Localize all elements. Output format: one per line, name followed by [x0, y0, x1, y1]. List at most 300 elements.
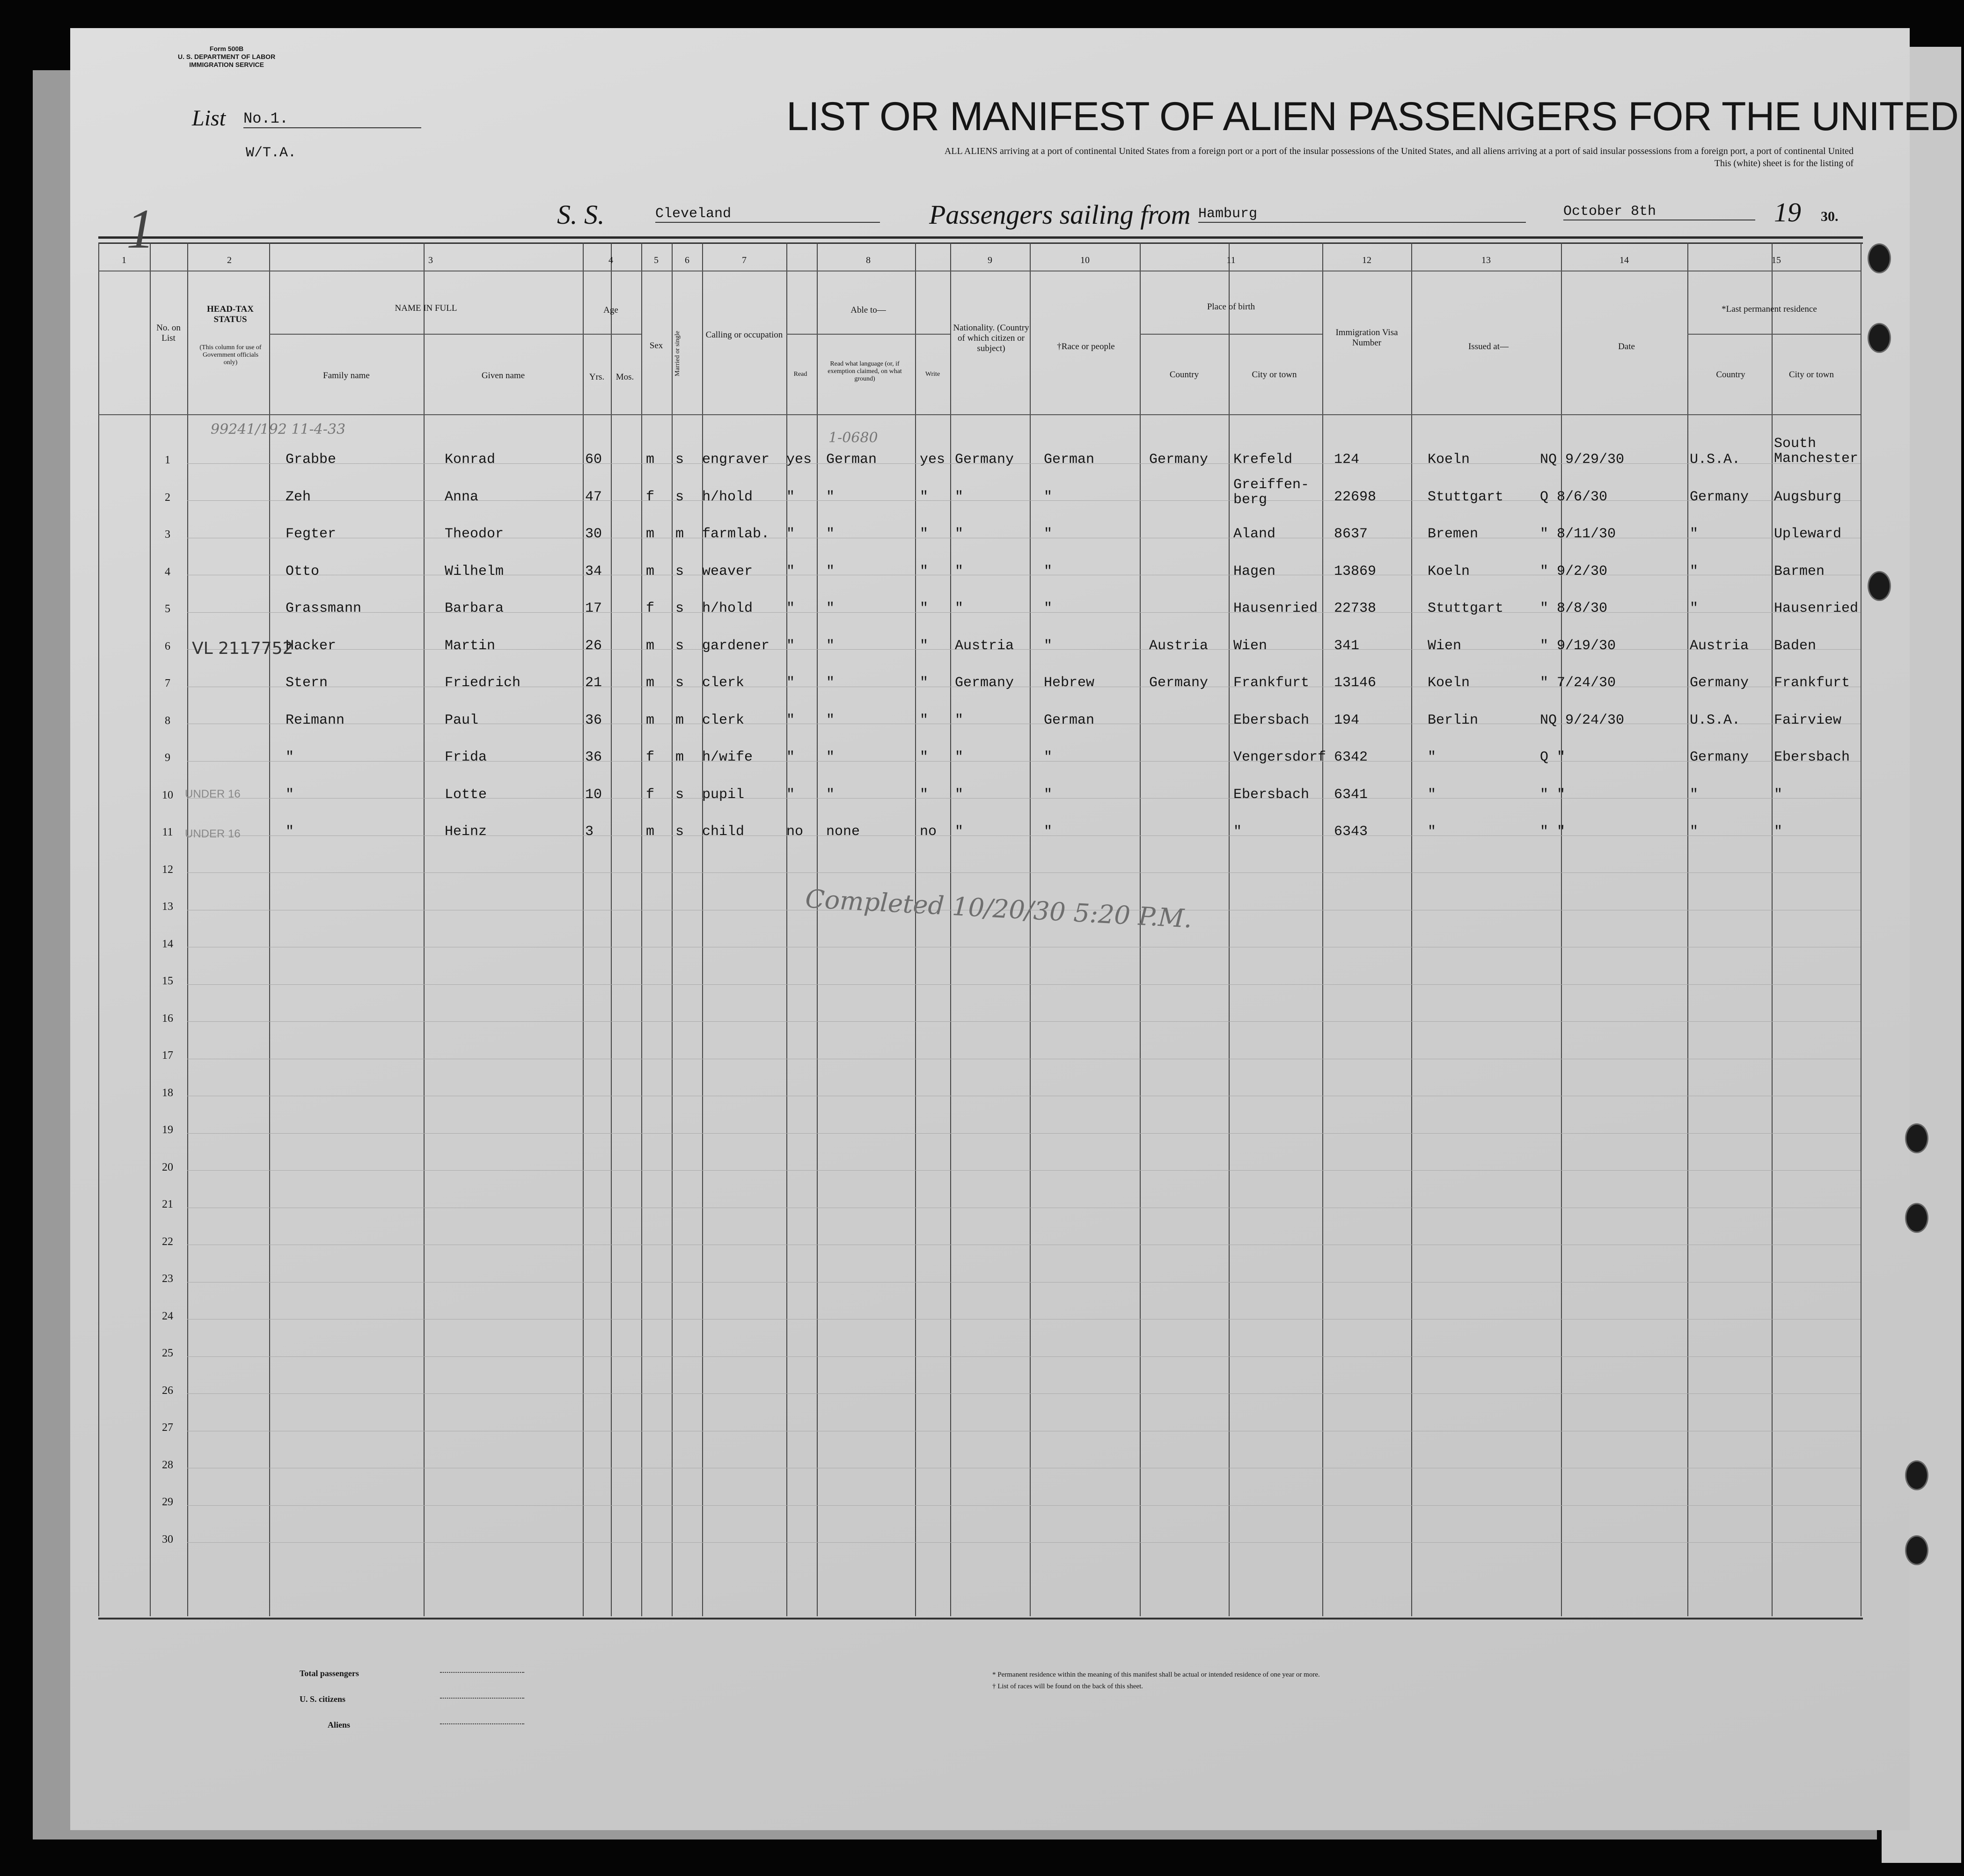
row-number: 5 — [165, 603, 170, 615]
visa-date-cell: " 8/8/30 — [1540, 601, 1608, 616]
header-nationality: Nationality. (Country of which citizen or subject) — [953, 323, 1029, 353]
completed-annotation: Completed 10/20/30 5:20 P.M. — [804, 884, 1193, 934]
list-number: No.1. — [243, 110, 421, 128]
family-name-cell: Reimann — [286, 712, 345, 728]
header-issued-at: Issued at— — [1468, 342, 1509, 352]
visa-number-cell: 124 — [1334, 452, 1360, 468]
nationality-cell: " — [955, 563, 964, 579]
row-divider — [187, 835, 1861, 836]
marital-status-cell: m — [675, 526, 684, 542]
residence-country-cell: " — [1690, 786, 1699, 803]
column-number: 1 — [122, 255, 126, 265]
age-cell: 34 — [585, 563, 602, 579]
column-divider — [817, 242, 818, 1616]
row-number: 26 — [162, 1384, 173, 1397]
row-number: 13 — [162, 901, 173, 913]
residence-city-cell: Barmen — [1774, 563, 1825, 579]
birth-city-cell: Ebersbach — [1233, 786, 1310, 803]
issued-at-cell: " — [1428, 824, 1436, 840]
birth-city-cell: Hagen — [1233, 563, 1276, 579]
row-divider — [187, 1021, 1861, 1022]
given-name-cell: Heinz — [445, 824, 487, 840]
header-divider — [269, 334, 583, 335]
row-divider — [187, 872, 1861, 873]
birth-city-cell: Aland — [1233, 526, 1276, 542]
issued-at-cell: Wien — [1428, 638, 1462, 654]
header-occupation: Calling or occupation — [705, 330, 783, 340]
sex-cell: f — [646, 749, 655, 765]
language-cell: " — [826, 675, 835, 691]
occupation-cell: gardener — [702, 638, 770, 654]
race-cell: " — [1044, 489, 1053, 505]
form-number: Form 500B — [209, 45, 244, 52]
language-cell: " — [826, 749, 835, 765]
row-number: 28 — [162, 1458, 173, 1471]
column-number: 12 — [1362, 255, 1371, 265]
residence-city-cell: Frankfurt — [1774, 675, 1850, 691]
header-age-years: Yrs. — [589, 372, 605, 382]
under-16-note: UNDER 16 — [185, 828, 241, 840]
sex-cell: m — [646, 712, 655, 728]
family-name-cell: Zeh — [286, 489, 311, 505]
header-read-language: Read what language (or, if exemption claimed, on what ground) — [828, 360, 902, 382]
row-divider — [187, 761, 1861, 762]
total-passengers-field — [440, 1672, 524, 1673]
visa-number-cell: 6341 — [1334, 786, 1368, 803]
family-name-cell: Hacker — [286, 638, 337, 654]
header-res-country: Country — [1716, 370, 1745, 380]
header-name-in-full: NAME IN FULL — [395, 303, 457, 313]
sex-cell: m — [646, 824, 655, 840]
sailing-date: October 8th — [1563, 204, 1755, 220]
us-citizens-label: U. S. citizens — [300, 1694, 345, 1704]
header-head-tax-note: (This column for use of Government officials only) — [199, 344, 262, 366]
residence-city-cell: Augsburg — [1774, 489, 1842, 505]
column-divider — [583, 242, 584, 1616]
department-name: U. S. DEPARTMENT OF LABOR — [178, 53, 276, 60]
visa-number-cell: 13146 — [1334, 675, 1377, 691]
sex-cell: m — [646, 675, 655, 691]
race-cell: " — [1044, 526, 1053, 542]
family-name-cell: " — [286, 749, 294, 765]
nationality-cell: " — [955, 712, 964, 728]
header-able-to: Able to— — [850, 305, 886, 315]
column-divider — [641, 242, 642, 1616]
visa-date-cell: " " — [1540, 786, 1566, 803]
column-number: 14 — [1620, 255, 1629, 265]
header-age-months: Mos. — [616, 372, 634, 382]
header-sex: Sex — [649, 341, 663, 351]
language-cell: " — [826, 712, 835, 728]
row-number: 14 — [162, 938, 173, 950]
header-divider — [1687, 334, 1861, 335]
issued-at-cell: Berlin — [1428, 712, 1479, 728]
header-rule — [98, 236, 1863, 239]
issued-at-cell: " — [1428, 749, 1436, 765]
residence-city-cell: " — [1774, 786, 1783, 803]
nationality-cell: " — [955, 824, 964, 840]
visa-number-cell: 194 — [1334, 712, 1360, 728]
row-divider — [187, 1542, 1861, 1543]
language-cell: " — [826, 526, 835, 542]
occupation-cell: farmlab. — [702, 526, 770, 542]
header-divider — [98, 414, 1861, 415]
column-number: 2 — [227, 255, 232, 265]
row-number: 9 — [165, 752, 170, 764]
given-name-cell: Wilhelm — [445, 563, 504, 579]
row-number: 27 — [162, 1422, 173, 1434]
visa-date-cell: NQ 9/24/30 — [1540, 712, 1625, 728]
age-cell: 47 — [585, 489, 602, 505]
language-cell: " — [826, 601, 835, 616]
row-number: 16 — [162, 1012, 173, 1025]
visa-date-cell: " 8/11/30 — [1540, 526, 1616, 542]
write-cell: " — [920, 749, 929, 765]
header-married: Married or single — [674, 330, 681, 376]
row-number: 19 — [162, 1124, 173, 1136]
corner-mark-icon: 1 — [126, 198, 154, 260]
column-number: 11 — [1226, 255, 1236, 265]
column-divider — [1229, 242, 1230, 1616]
aliens-field — [440, 1723, 524, 1724]
column-divider — [1322, 242, 1323, 1616]
race-cell: " — [1044, 638, 1053, 654]
visa-number-cell: 8637 — [1334, 526, 1368, 542]
write-cell: " — [920, 526, 929, 542]
residence-city-cell: Fairview — [1774, 712, 1842, 728]
given-name-cell: Barbara — [445, 601, 504, 616]
header-given-name: Given name — [481, 371, 525, 381]
column-number: 6 — [685, 255, 689, 265]
row-number: 2 — [165, 491, 170, 504]
residence-city-cell: " — [1774, 824, 1783, 840]
column-number: 5 — [654, 255, 659, 265]
age-cell: 30 — [585, 526, 602, 542]
race-cell: German — [1044, 452, 1095, 468]
family-name-cell: " — [286, 824, 294, 840]
residence-country-cell: U.S.A. — [1690, 712, 1741, 728]
row-number: 21 — [162, 1198, 173, 1210]
form-identifier — [178, 45, 275, 69]
occupation-cell: h/wife — [702, 749, 753, 765]
marital-status-cell: s — [675, 675, 684, 691]
binding-hole-icon — [1905, 1535, 1928, 1565]
total-passengers-label: Total passengers — [300, 1669, 359, 1678]
sex-cell: f — [646, 601, 655, 616]
language-cell: " — [826, 638, 835, 654]
wta-mark: W/T.A. — [246, 145, 297, 161]
header-race: †Race or people — [1057, 342, 1115, 352]
birth-country-cell: Austria — [1149, 638, 1209, 654]
visa-date-cell: Q 8/6/30 — [1540, 489, 1608, 505]
language-cell: German — [826, 452, 877, 468]
given-name-cell: Frida — [445, 749, 487, 765]
read-column-note: 1-0680 — [828, 430, 878, 446]
issued-at-cell: Stuttgart — [1428, 489, 1504, 505]
given-name-cell: Anna — [445, 489, 479, 505]
visa-number-cell: 22738 — [1334, 601, 1377, 616]
header-birth-city: City or town — [1252, 370, 1297, 380]
under-16-note: UNDER 16 — [185, 788, 241, 800]
write-cell: " — [920, 675, 929, 691]
age-cell: 21 — [585, 675, 602, 691]
header-no-on-list: No. on List — [156, 323, 181, 343]
sex-cell: f — [646, 489, 655, 505]
residence-city-cell: Upleward — [1774, 526, 1842, 542]
birth-city-cell: Krefeld — [1233, 452, 1293, 468]
residence-country-cell: Austria — [1690, 638, 1749, 654]
read-cell: " — [786, 675, 795, 691]
write-cell: " — [920, 489, 929, 505]
visa-date-cell: " " — [1540, 824, 1566, 840]
header-birth-country: Country — [1169, 370, 1199, 380]
residence-country-cell: " — [1690, 526, 1699, 542]
sex-cell: m — [646, 638, 655, 654]
column-number: 3 — [428, 255, 433, 265]
visa-date-cell: NQ 9/29/30 — [1540, 452, 1625, 468]
column-number: 15 — [1772, 255, 1781, 265]
row-divider — [187, 500, 1861, 501]
nationality-cell: " — [955, 786, 964, 803]
column-divider — [1411, 242, 1412, 1616]
header-res-city: City or town — [1788, 370, 1834, 380]
occupation-cell: h/hold — [702, 489, 753, 505]
write-cell: " — [920, 712, 929, 728]
residence-country-cell: Germany — [1690, 675, 1749, 691]
family-name-cell: Stern — [286, 675, 328, 691]
header-age: Age — [603, 305, 618, 315]
nationality-cell: " — [955, 601, 964, 616]
row-number: 24 — [162, 1310, 173, 1322]
age-cell: 17 — [585, 601, 602, 616]
head-tax-note: VL 2117752 — [192, 639, 293, 658]
issued-at-cell: Koeln — [1428, 675, 1470, 691]
race-cell: German — [1044, 712, 1095, 728]
visa-number-cell: 341 — [1334, 638, 1360, 654]
read-cell: " — [786, 489, 795, 505]
age-cell: 26 — [585, 638, 602, 654]
header-head-tax: HEAD-TAX STATUS — [207, 304, 254, 324]
visa-number-cell: 13869 — [1334, 563, 1377, 579]
marital-status-cell: s — [675, 638, 684, 654]
column-divider — [150, 242, 151, 1616]
subtitle — [459, 145, 1854, 169]
residence-city-cell: Hausenried — [1774, 601, 1859, 616]
read-cell: " — [786, 601, 795, 616]
marital-status-cell: s — [675, 489, 684, 505]
given-name-cell: Friedrich — [445, 675, 521, 691]
column-divider — [950, 242, 951, 1616]
column-divider — [611, 242, 612, 1616]
header-place-of-birth: Place of birth — [1207, 302, 1255, 312]
age-cell: 10 — [585, 786, 602, 803]
write-cell: " — [920, 786, 929, 803]
row-number: 12 — [162, 863, 173, 876]
language-cell: " — [826, 786, 835, 803]
column-divider — [424, 242, 425, 1616]
read-cell: no — [786, 824, 804, 840]
header-read: Read — [793, 371, 807, 378]
occupation-cell: engraver — [702, 452, 770, 468]
binding-hole-icon — [1905, 1203, 1928, 1233]
race-cell: " — [1044, 824, 1053, 840]
occupation-cell: clerk — [702, 675, 745, 691]
row-number: 18 — [162, 1086, 173, 1099]
issued-at-cell: Koeln — [1428, 452, 1470, 468]
visa-date-cell: " 9/19/30 — [1540, 638, 1616, 654]
service-name: IMMIGRATION SERVICE — [189, 61, 264, 68]
row-number: 7 — [165, 677, 170, 689]
header-date: Date — [1618, 342, 1635, 352]
row-number: 20 — [162, 1161, 173, 1173]
row-number: 15 — [162, 975, 173, 987]
sailing-label: Passengers sailing from — [929, 199, 1191, 230]
language-cell: " — [826, 489, 835, 505]
column-divider — [269, 242, 270, 1616]
family-name-cell: Otto — [286, 563, 320, 579]
visa-date-cell: " 7/24/30 — [1540, 675, 1616, 691]
row-number: 6 — [165, 640, 170, 652]
sex-cell: m — [646, 526, 655, 542]
header-last-residence: *Last permanent residence — [1722, 304, 1817, 314]
read-cell: " — [786, 786, 795, 803]
issued-at-cell: Koeln — [1428, 563, 1470, 579]
given-name-cell: Lotte — [445, 786, 487, 803]
ship-name: Cleveland — [655, 206, 880, 223]
birth-city-cell: Greiffen- berg — [1233, 476, 1310, 508]
issued-at-cell: Bremen — [1428, 526, 1479, 542]
column-divider — [187, 242, 188, 1616]
residence-city-cell: Baden — [1774, 638, 1817, 654]
row-divider — [187, 1170, 1861, 1171]
residence-country-cell: " — [1690, 824, 1699, 840]
row-divider — [187, 612, 1861, 613]
sex-cell: m — [646, 452, 655, 468]
visa-number-cell: 6343 — [1334, 824, 1368, 840]
occupation-cell: pupil — [702, 786, 745, 803]
column-divider — [915, 242, 916, 1616]
marital-status-cell: s — [675, 786, 684, 803]
residence-country-cell: " — [1690, 601, 1699, 616]
read-cell: " — [786, 749, 795, 765]
column-number: 9 — [988, 255, 992, 265]
binding-hole-icon — [1868, 323, 1891, 353]
column-number: 7 — [742, 255, 747, 265]
nationality-cell: Austria — [955, 638, 1014, 654]
write-cell: " — [920, 601, 929, 616]
header-divider — [786, 334, 950, 335]
row-number: 23 — [162, 1273, 173, 1285]
read-cell: " — [786, 712, 795, 728]
birth-city-cell: Ebersbach — [1233, 712, 1310, 728]
page-title: LIST OR MANIFEST OF ALIEN PASSENGERS FOR THE UNITED — [786, 94, 1959, 139]
residence-city-cell: South Manchester — [1774, 436, 1859, 467]
nationality-cell: Germany — [955, 452, 1014, 468]
header-write: Write — [925, 371, 940, 378]
column-divider — [1687, 242, 1688, 1616]
birth-city-cell: Wien — [1233, 638, 1268, 654]
read-cell: yes — [786, 452, 812, 468]
visa-number-cell: 6342 — [1334, 749, 1368, 765]
marital-status-cell: m — [675, 749, 684, 765]
row-divider — [187, 1505, 1861, 1506]
year-suffix: 30. — [1821, 209, 1839, 224]
occupation-cell: child — [702, 824, 745, 840]
issued-at-cell: " — [1428, 786, 1436, 803]
nationality-cell: " — [955, 526, 964, 542]
column-number: 4 — [608, 255, 613, 265]
write-cell: " — [920, 638, 929, 654]
binding-hole-icon — [1905, 1123, 1928, 1153]
age-cell: 36 — [585, 712, 602, 728]
family-name-cell: Grassmann — [286, 601, 362, 616]
column-divider — [98, 242, 99, 1616]
residence-country-cell: U.S.A. — [1690, 452, 1741, 468]
occupation-cell: h/hold — [702, 601, 753, 616]
language-cell: none — [826, 824, 860, 840]
marital-status-cell: s — [675, 563, 684, 579]
row-divider — [187, 798, 1861, 799]
row-number: 1 — [165, 454, 170, 466]
row1-stamp-note: 99241/192 11-4-33 — [211, 421, 346, 438]
sailing-port: Hamburg — [1198, 206, 1526, 223]
binding-hole-icon — [1905, 1460, 1928, 1490]
sex-cell: m — [646, 563, 655, 579]
language-cell: " — [826, 563, 835, 579]
marital-status-cell: m — [675, 712, 684, 728]
column-divider — [1561, 242, 1562, 1616]
race-cell: " — [1044, 601, 1053, 616]
column-divider — [702, 242, 703, 1616]
age-cell: 3 — [585, 824, 594, 840]
birth-country-cell: Germany — [1149, 452, 1209, 468]
row-number: 30 — [162, 1533, 173, 1546]
race-cell: Hebrew — [1044, 675, 1095, 691]
write-cell: yes — [920, 452, 945, 468]
sex-cell: f — [646, 786, 655, 803]
age-cell: 36 — [585, 749, 602, 765]
read-cell: " — [786, 563, 795, 579]
birth-city-cell: " — [1233, 824, 1242, 840]
list-label: List — [192, 106, 226, 131]
occupation-cell: weaver — [702, 563, 753, 579]
residence-country-cell: Germany — [1690, 489, 1749, 505]
race-cell: " — [1044, 563, 1053, 579]
given-name-cell: Paul — [445, 712, 479, 728]
subtitle-line-2: This (white) sheet is for the listing of — [1714, 158, 1854, 169]
footnote-races: † List of races will be found on the back of this sheet. — [992, 1683, 1143, 1690]
column-divider — [1030, 242, 1031, 1616]
binding-hole-icon — [1868, 243, 1891, 273]
subtitle-line-1: ALL ALIENS arriving at a port of continental United States from a foreign port or a port of the insular possessions of the United States, and all aliens arriving at a port of said insular possessions from a foreign port, a port of continental United — [944, 146, 1854, 156]
write-cell: no — [920, 824, 937, 840]
row-number: 17 — [162, 1049, 173, 1062]
row-number: 4 — [165, 565, 170, 578]
row-divider — [187, 984, 1861, 985]
year-prefix: 19 — [1774, 197, 1801, 227]
row-divider — [187, 1356, 1861, 1357]
footnote-residence: * Permanent residence within the meaning of this manifest shall be actual or intended residence of one year or more. — [992, 1671, 1320, 1678]
residence-country-cell: " — [1690, 563, 1699, 579]
marital-status-cell: s — [675, 601, 684, 616]
occupation-cell: clerk — [702, 712, 745, 728]
aliens-label: Aliens — [328, 1720, 351, 1729]
visa-number-cell: 22698 — [1334, 489, 1377, 505]
row-number: 3 — [165, 528, 170, 541]
manifest-table — [98, 242, 1863, 1620]
birth-city-cell: Hausenried — [1233, 601, 1318, 616]
column-divider — [786, 242, 787, 1616]
